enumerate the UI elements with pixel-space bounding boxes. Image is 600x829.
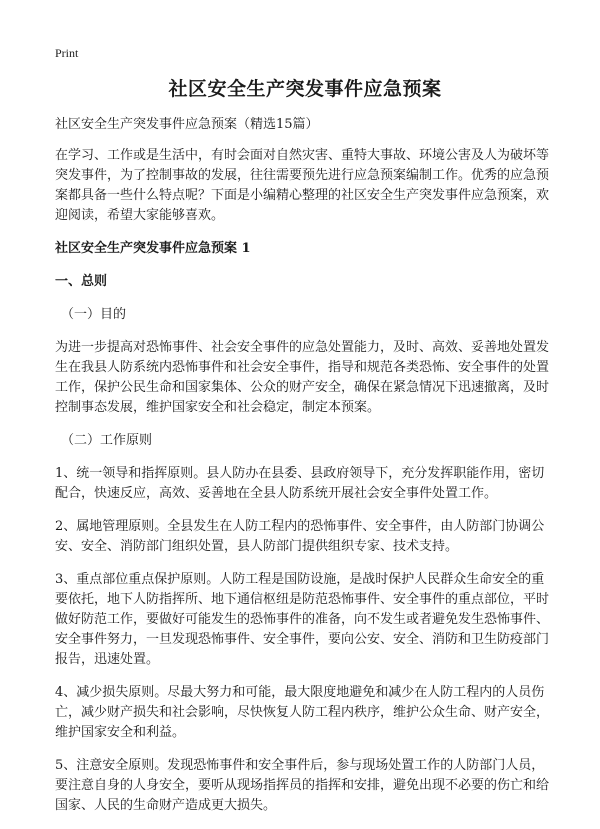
part-heading: 一、总则 xyxy=(55,274,108,289)
principle-paragraph: 5、注意安全原则。发现恐怖事件和安全事件后，参与现场处置工作的人防部门人员，要注意自身的人身安全，要听从现场指挥员的指挥和安排，避免出现不必要的伤亡和给国家、人民的生命财产造成更大损失。 xyxy=(55,758,550,813)
intro-paragraph: 在学习、工作或是生活中，有时会面对自然灾害、重特大事故、环境公害及人为破坏等突发事件，为了控制事故的发展，往往需要预先进行应急预案编制工作。优秀的应急预案都具备一些什么特点呢？下面是小编精心整理的社区安全生产突发事件应急预案，欢迎阅读，希望大家能够喜欢。 xyxy=(55,148,550,223)
subsection-heading-purpose: （一）目的 xyxy=(61,307,127,322)
section-title: 社区安全生产突发事件应急预案 1 xyxy=(55,241,251,256)
principle-paragraph: 3、重点部位重点保护原则。人防工程是国防设施，是战时保护人民群众生命安全的重要依托，地下人防指挥所、地下通信枢纽是防范恐怖事件、安全事件的重点部位，平时做好防范工作，要做好可能发生的恐怖事件的准备，向不发生或者避免发生恐怖事件、安全事件努力，一旦发现恐怖事件、安全事件，要向公安、安全、消防和卫生防疫部门报告，迅速处置。 xyxy=(55,572,550,667)
purpose-paragraph: 为进一步提高对恐怖事件、社会安全事件的应急处置能力，及时、高效、妥善地处置发生在我县人防系统内恐怖事件和社会安全事件，指导和规范各类恐怖、安全事件的处置工作，保护公民生命和国家集体、公众的财产安全，确保在紧急情况下迅速撤离，及时控制事态发展，维护国家安全和社会稳定，制定本预案。 xyxy=(55,340,550,415)
principle-paragraph: 2、属地管理原则。全县发生在人防工程内的恐怖事件、安全事件，由人防部门协调公安、安全、消防部门组织处置，县人防部门提供组织专家、技术支持。 xyxy=(55,519,545,554)
principle-paragraph: 4、减少损失原则。尽最大努力和可能，最大限度地避免和减少在人防工程内的人员伤亡，减少财产损失和社会影响，尽快恢复人防工程内秩序，维护公众生命、财产安全，维护国家安全和利益。 xyxy=(55,685,550,740)
principle-paragraph: 1、统一领导和指挥原则。县人防办在县委、县政府领导下，充分发挥职能作用，密切配合，快速反应，高效、妥善地在全县人防系统开展社会安全事件处置工作。 xyxy=(55,466,545,501)
document-title: 社区安全生产突发事件应急预案 xyxy=(168,78,442,100)
document-subtitle: 社区安全生产突发事件应急预案（精选15篇） xyxy=(55,117,319,132)
print-link[interactable]: Print xyxy=(55,46,79,60)
document-body xyxy=(55,74,555,829)
subsection-heading-principles: （二）工作原则 xyxy=(61,433,153,448)
